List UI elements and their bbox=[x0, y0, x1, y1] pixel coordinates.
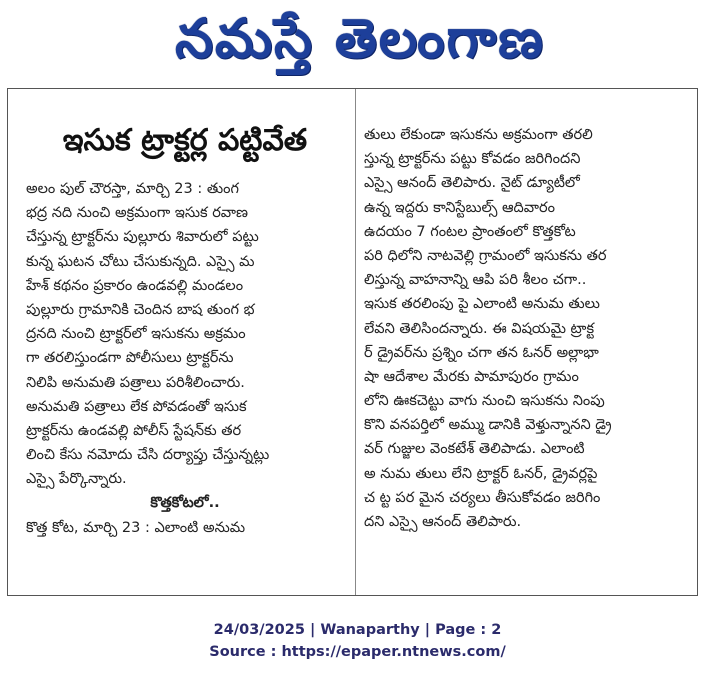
text-line: ర్ డ్రైవర్‌ను ప్రశ్నిం చగా తన ఓనర్ అల్లాభా bbox=[364, 344, 599, 361]
text-line: హేశ్ కథనం ప్రకారం ఉండవల్లి మండలం bbox=[26, 277, 244, 294]
text-line: దని ఎస్సై ఆనంద్ తెలిపారు. bbox=[364, 514, 522, 530]
text-line: ద్రనది నుంచి ట్రాక్టర్‌లో ఇసుకను అక్రమం bbox=[26, 326, 246, 343]
text-line: షా ఆదేశాల మేరకు పామాపురం గ్రామం bbox=[364, 368, 579, 385]
article-left-column bbox=[26, 177, 344, 540]
article-clipping bbox=[7, 88, 698, 596]
text-line: కున్న ఘటన చోటు చేసుకున్నది. ఎస్సై మ bbox=[26, 253, 255, 270]
article-headline: ఇసుక ట్రాక్టర్ల పట్టివేత bbox=[62, 123, 308, 158]
article-right-column bbox=[364, 123, 688, 534]
text-line: పుల్లూరు గ్రామానికి చెందిన బాష తుంగ భ bbox=[26, 301, 255, 318]
text-line: ఎస్సై పేర్కొన్నారు. bbox=[26, 471, 127, 488]
text-line: ఎస్సై ఆనంద్ తెలిపారు. నైట్ డ్యూటీలో bbox=[364, 175, 580, 192]
column-divider bbox=[355, 89, 356, 595]
text-line: ట్రాక్టర్‌ను ఉండవల్లి పోలీస్ స్టేషన్‌కు తర bbox=[26, 422, 242, 439]
masthead-title: నమస్తే తెలంగాణ bbox=[175, 6, 545, 70]
text-line: గా తరలిస్తుండగా పోలీసులు ట్రాక్టర్‌ను bbox=[26, 350, 234, 367]
text-line: అ నుమ తులు లేని ట్రాక్టర్ ఓనర్, డ్రైవర్లపై bbox=[364, 465, 598, 482]
text-line: ఇసుక తరలింపు పై ఎలాంటి అనుమ తులు bbox=[364, 296, 600, 313]
text-line: ఉదయం 7 గంటల ప్రాంతంలో కొత్తకోట bbox=[364, 223, 576, 240]
text-line: ఉన్న ఇద్దరు కానిస్టేబుల్స్ ఆదివారం bbox=[364, 199, 555, 216]
text-line: లించి కేసు నమోదు చేసి దర్యాప్తు చేస్తున్నట్లు bbox=[26, 447, 270, 464]
text-line: చ ట్ట పర మైన చర్యలు తీసుకోవడం జరిగిం bbox=[364, 489, 601, 506]
text-line: అలం పుల్ చౌరస్తా, మార్చి 23 : తుంగ bbox=[26, 181, 239, 197]
text-line: కొని వనపర్తిలో అమ్ము డానికి వెళ్తున్నానని డ్రై bbox=[364, 417, 612, 434]
text-line: అనుమతి పత్రాలు లేక పోవడంతో ఇసుక bbox=[26, 398, 247, 415]
text-line: భద్ర నది నుంచి అక్రమంగా ఇసుక రవాణ bbox=[26, 205, 248, 222]
text-line: లిస్తున్న వాహనాన్ని ఆపి పరి శీలం చగా.. bbox=[364, 272, 587, 289]
text-line: పరి ధిలోని నాటవెల్లి గ్రామంలో ఇసుకను తర bbox=[364, 247, 607, 264]
text-line: కొత్త కోట, మార్చి 23 : ఎలాంటి అనుమ bbox=[26, 519, 246, 536]
text-line: నిలిపి అనుమతి పత్రాలు పరిశీలించారు. bbox=[26, 374, 245, 391]
article-subheading: కొత్తకోటలో.. bbox=[150, 495, 220, 512]
text-line: లోని ఊకచెట్టు వాగు నుంచి ఇసుకను నింపు bbox=[364, 393, 605, 410]
text-line: చేస్తున్న ట్రాక్టర్‌ను పుల్లూరు శివారులో పట్టు bbox=[26, 229, 259, 246]
footer-edition-info: 24/03/2025 | Wanaparthy | Page : 2 bbox=[213, 622, 502, 638]
footer-source: Source : https://epaper.ntnews.com/ bbox=[209, 644, 506, 660]
text-line: లేవని తెలిసిందన్నారు. ఈ విషయమై ట్రాక్ట bbox=[364, 320, 595, 337]
text-line: వర్ గుజ్జుల వెంకటేశ్ తెలిపాడు. ఎలాంటి bbox=[364, 441, 585, 458]
text-line: తులు లేకుండా ఇసుకను అక్రమంగా తరలి bbox=[364, 127, 593, 143]
text-line: స్తున్న ట్రాక్టర్‌ను పట్టు కోవడం జరిగిందని bbox=[364, 151, 581, 168]
